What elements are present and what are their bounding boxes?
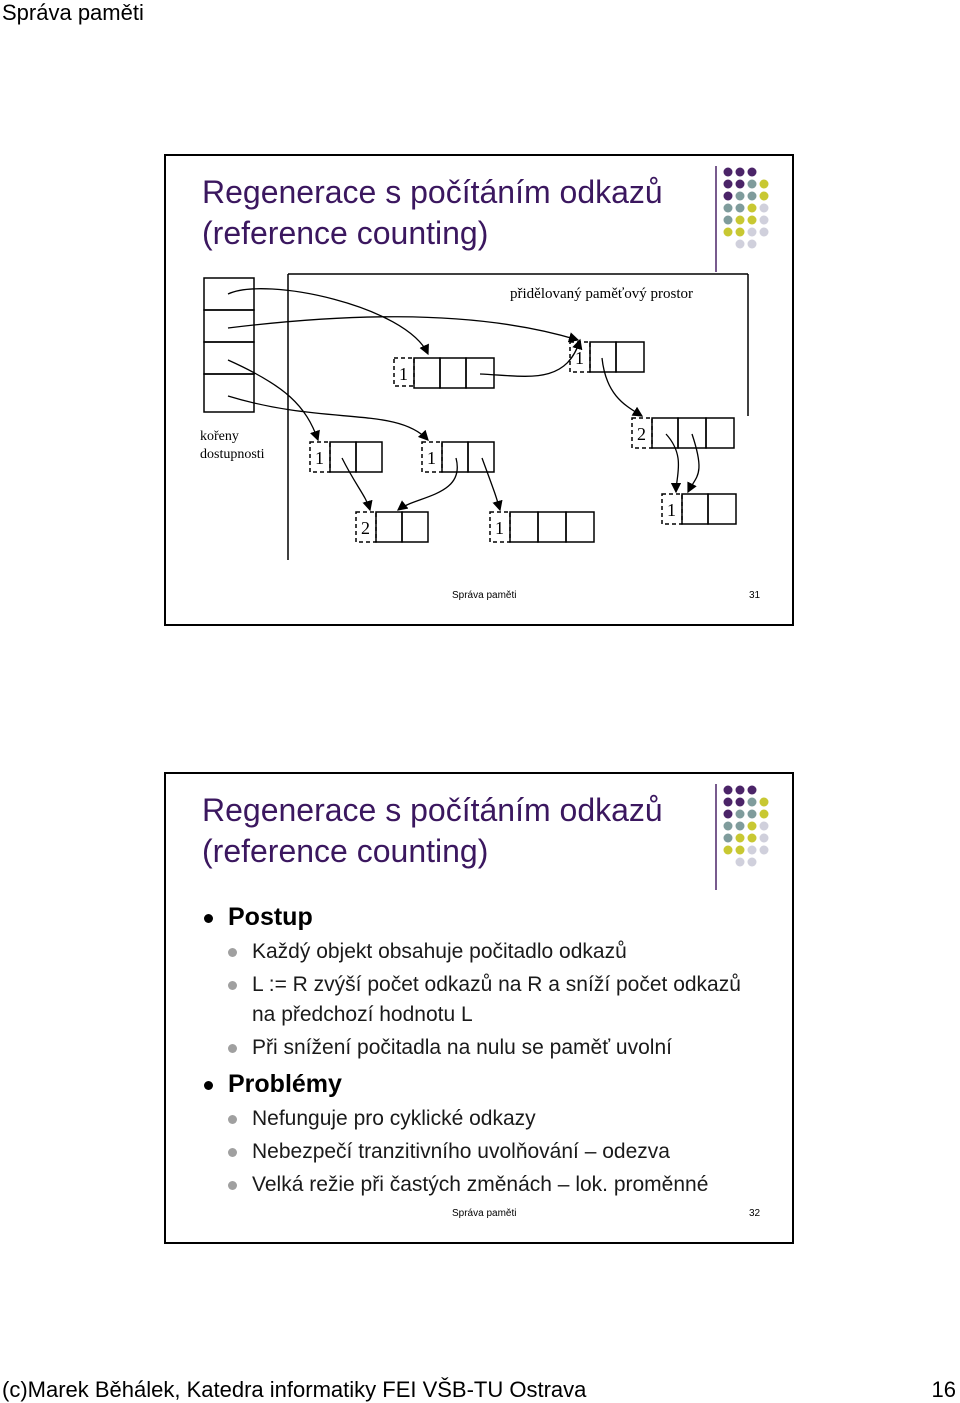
slide-number: 32: [749, 1208, 761, 1219]
reference-counting-diagram: [166, 156, 792, 576]
dots-logo-icon: [714, 780, 790, 890]
slide-31: [164, 154, 794, 626]
bullet-item: Nefunguje pro cyklické odkazy: [204, 1104, 764, 1134]
count-c: 2: [637, 424, 646, 444]
bullet-item: Každý objekt obsahuje počitadlo odkazů: [204, 937, 764, 967]
slide-title: Regenerace s počítáním odkazů (reference counting): [202, 792, 663, 869]
slide-footer: Správa paměti: [452, 1208, 517, 1219]
roots-label-line1: kořeny: [200, 429, 239, 444]
roots-label-line2: dostupnosti: [200, 447, 265, 462]
bullet-item: Velká režie při častých změnách – lok. proměnné: [204, 1170, 764, 1200]
slide-footer: Správa paměti: [452, 590, 517, 601]
section-heading-postup: Postup: [204, 900, 764, 934]
count-e: 1: [427, 448, 436, 468]
page-footer: (c)Marek Běhálek, Katedra informatiky FEI VŠB-TU Ostrava: [2, 1377, 587, 1402]
count-b: 1: [575, 348, 584, 368]
count-a: 1: [399, 364, 408, 384]
count-d: 1: [315, 448, 324, 468]
space-label: přidělovaný paměťový prostor: [510, 286, 694, 302]
section-heading-problemy: Problémy: [204, 1067, 764, 1101]
slide-number: 31: [749, 590, 761, 601]
page-header: Správa paměti: [2, 0, 144, 25]
page-number: 16: [931, 1377, 956, 1402]
bullet-item: Nebezpečí tranzitivního uvolňování – odezva: [204, 1137, 764, 1167]
count-f: 2: [361, 518, 370, 538]
bullet-list: [204, 896, 764, 1200]
slide-32: [164, 772, 794, 1244]
count-g: 1: [495, 518, 504, 538]
bullet-item: Při snížení počitadla na nulu se paměť uvolní: [204, 1033, 764, 1063]
slide-title: Regenerace s počítáním odkazů (reference counting): [202, 174, 663, 251]
bullet-item: L := R zvýší počet odkazů na R a sníží počet odkazů na předchozí hodnotu L: [204, 970, 764, 1030]
count-h: 1: [667, 500, 676, 520]
